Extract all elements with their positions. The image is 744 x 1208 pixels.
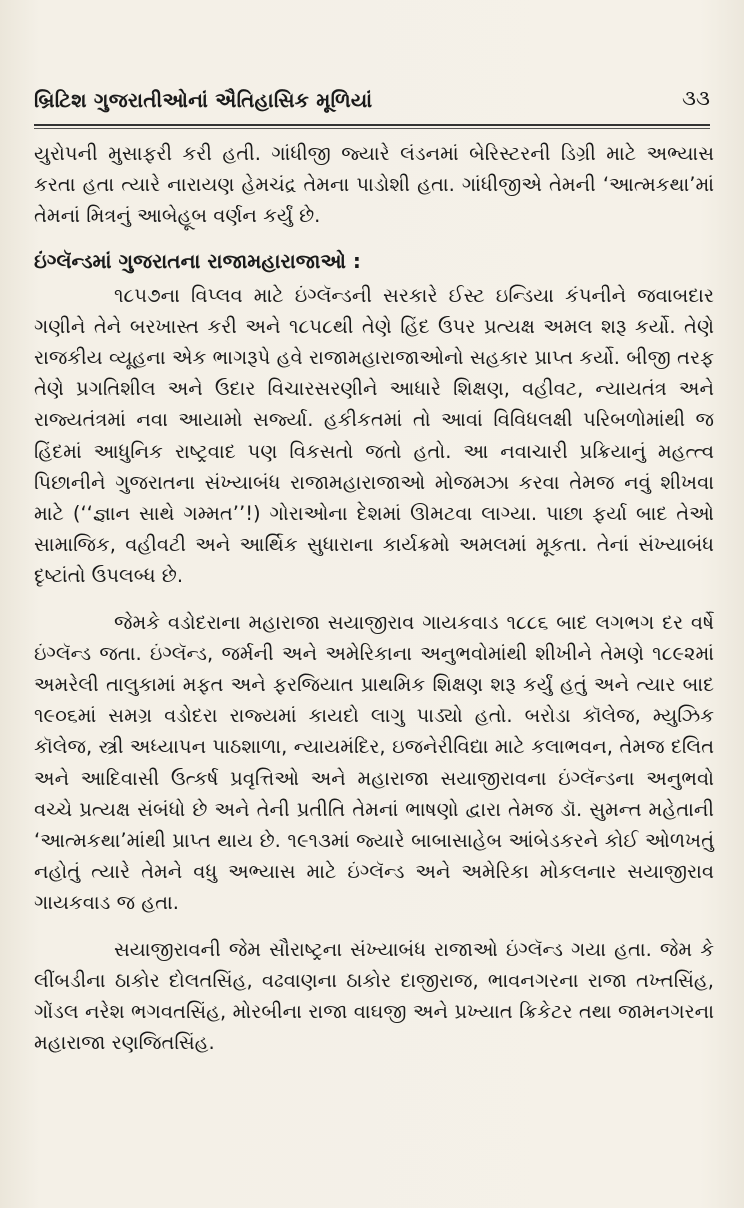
running-header-title: બ્રિટિશ ગુજરાતીઓનાં ઐતિહાસિક મૂળિયાં: [34, 88, 373, 112]
paragraph-continuation: યુરોપની મુસાફરી કરી હતી. ગાંધીજી જ્યારે લંડનમાં બેરિસ્ટરની ડિગ્રી માટે અભ્યાસ કરતા હતા ત્યારે નારાયણ હેમચંદ્ર તેમના પાડોશી હતા. ગાંધીજીએ તેમની ‘આત્મકથા’માં તેમનાં મિત્રનું આબેહૂબ વર્ણન કર્યું છે.: [34, 142, 714, 228]
header-rule: [34, 124, 710, 126]
paragraph-sayajirao: જેમકે વડોદરાના મહારાજા સયાજીરાવ ગાયકવાડ ૧૮૮૬ બાદ લગભગ દર વર્ષે ઇંગ્લૅન્ડ જતા. ઇંગ્લૅન્ડ, જર્મની અને અમેરિકાના અનુભવોમાંથી શીખીને તેમણે ૧૮૯૨માં અમરેલી તાલુકામાં મફત અને ફરજિયાત પ્રાથમિક શિક્ષણ શરૂ કર્યું હતું અને ત્યાર બાદ ૧૯૦૬માં સમગ્ર વડોદરા રાજ્યમાં કાયદો લાગુ પાડ્યો હતો. બરોડા કૉલેજ, મ્યુઝિક કૉલેજ, સ્ત્રી અધ્યાપન પાઠશાળા, ન્યાયમંદિર, ઇજનેરીવિદ્યા માટે કલાભવન, તેમજ દલિત અને આદિવાસી ઉત્કર્ષ પ્રવૃત્તિઓ અને મહારાજા સયાજીરાવના ઇંગ્લૅન્ડના અનુભવો વચ્ચે પ્રત્યક્ષ સંબંધો છે અને તેની પ્રતીતિ તેમનાં ભાષણો દ્વારા તેમજ ડૉ. સુમન્ત મહેતાની ‘આત્મકથા’માંથી પ્રાપ્ત થાય છે. ૧૯૧૩માં જ્યારે બાબાસાહેબ આંબેડકરને કોઈ ઓળખતું નહોતું ત્યારે તેમને વધુ અભ્યાસ માટે ઇંગ્લૅન્ડ અને અમેરિકા મોકલનાર સયાજીરાવ ગાયકવાડ જ હતા.: [34, 610, 714, 915]
paragraph-saurashtra-rulers: સયાજીરાવની જેમ સૌરાષ્ટ્રના સંખ્યાબંધ રાજાઓ ઇંગ્લૅન્ડ ગયા હતા. જેમ કે લીંબડીના ઠાકોર દોલતસિંહ, વઢવાણના ઠાકોર દાજીરાજ, ભાવનગરના રાજા તખ્તસિંહ, ગોંડલ નરેશ ભગવતસિંહ, મોરબીના રાજા વાઘજી અને પ્રખ્યાત ક્રિકેટર તથા જામનગરના મહારાજા રણજિતસિંહ.: [34, 937, 714, 1055]
page-body: [34, 138, 714, 1058]
running-header: [34, 86, 710, 120]
section-heading: ઇંગ્લૅન્ડમાં ગુજરાતના રાજામહારાજાઓ :: [34, 248, 361, 273]
page-number: ૩૩: [682, 86, 710, 110]
paragraph-revolt: ૧૮૫૭ના વિપ્લવ માટે ઇંગ્લૅન્ડની સરકારે ઈસ્ટ ઇન્ડિયા કંપનીને જવાબદાર ગણીને તેને બરખાસ્ત કરી અને ૧૮૫૮થી તેણે હિંદ ઉપર પ્રત્યક્ષ અમલ શરૂ કર્યો. તેણે રાજકીય વ્યૂહના એક ભાગરૂપે હવે રાજામહારાજાઓનો સહકાર પ્રાપ્ત કર્યો. બીજી તરફ તેણે પ્રગતિશીલ અને ઉદાર વિચારસરણીને આધારે શિક્ષણ, વહીવટ, ન્યાયતંત્ર અને રાજ્યતંત્રમાં નવા આયામો સર્જ્યા. હકીકતમાં તો આવાં વિવિધલક્ષી પરિબળોમાંથી જ હિંદમાં આધુનિક રાષ્ટ્રવાદ પણ વિકસતો જતો હતો. આ નવાચારી પ્રક્રિયાનું મહત્ત્વ પિછાનીને ગુજરાતના સંખ્યાબંધ રાજામહારાજાઓ મોજમઝા કરવા તેમજ નવું શીખવા માટે (‘‘જ્ઞાન સાથે ગમ્મત’’!) ગોરાઓના દેશમાં ઊમટવા લાગ્યા. પાછા ફર્યા બાદ તેઓ સામાજિક, વહીવટી અને આર્થિક સુધારાના કાર્યક્રમો અમલમાં મૂકતા. તેનાં સંખ્યાબંધ દૃષ્ટાંતો ઉપલબ્ધ છે.: [34, 283, 714, 588]
header-rule-secondary: [34, 128, 710, 129]
